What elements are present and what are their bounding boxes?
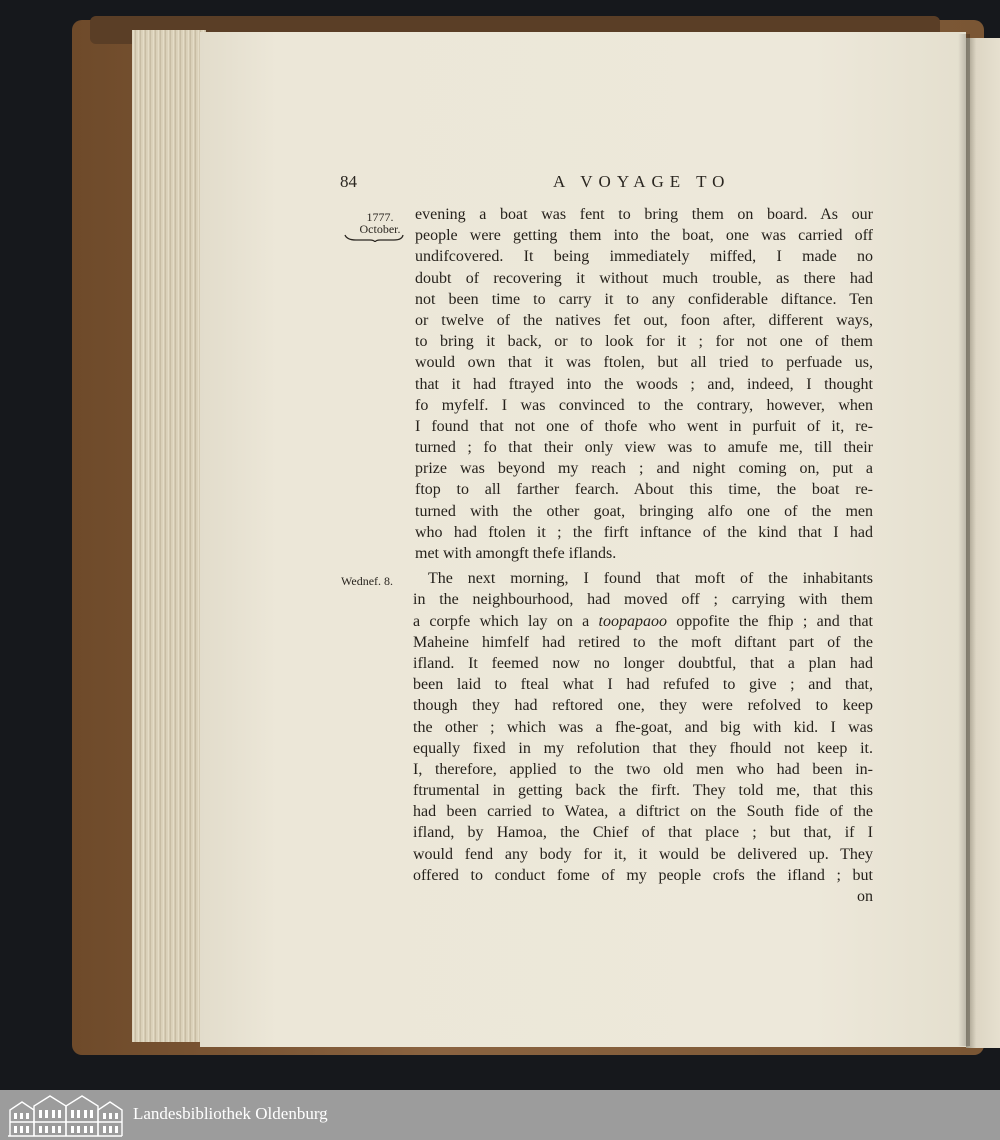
text-line: The next morning, I found that moft of the inhabitants [428, 570, 873, 588]
text-segment: oppofite the fhip ; and that [666, 612, 873, 630]
text-line: I found that not one of thofe who went in purfuit of it, re- [415, 417, 873, 435]
text-line: who had ftolen it ; the firft inftance of the kind that I had [415, 523, 873, 541]
text-line: the other ; which was a fhe-goat, and big with kid. I was [413, 718, 873, 736]
text-line: met with amongft thefe iflands. [415, 545, 617, 562]
text-line: ftop to all farther fearch. About this time, the boat re- [415, 481, 873, 499]
page-gutter-shadow [958, 34, 970, 1046]
catchword: on [857, 888, 873, 905]
text-line: ifland. It feemed now no longer doubtful, that a plan had [413, 654, 873, 672]
library-building-logo [6, 1092, 124, 1138]
text-line: or twelve of the natives fet out, foon after, different ways, [415, 311, 873, 329]
text-line: turned ; fo that their only view was to amufe me, till their [415, 439, 873, 457]
text-line: turned with the other goat, bringing alfo one of the men [415, 502, 873, 520]
running-head: A VOYAGE TO [553, 172, 731, 191]
text-line: been laid to fteal what I had refufed to give ; and that, [413, 676, 873, 694]
margin-brace-ornament [344, 234, 404, 242]
text-line: equally fixed in my refolution that they fhould not keep it. [413, 739, 873, 757]
text-segment: a corpfe which lay on a [413, 612, 599, 630]
text-line: Maheine himfelf had retired to the moft diftant part of the [413, 633, 873, 651]
page-number: 84 [340, 172, 357, 191]
margin-month: October. [359, 222, 401, 236]
facing-page-edge [966, 38, 1000, 1048]
margin-day-note: Wednef. 8. [341, 574, 394, 588]
body-text [415, 204, 873, 907]
text-line: had been carried to Watea, a diftrict on the South fide of the [413, 803, 873, 821]
margin-date-note [350, 211, 410, 235]
text-line: ftrumental in getting back the firft. They told me, that this [413, 782, 873, 800]
text-line: people were getting them into the boat, one was carried off [415, 227, 873, 245]
text-line: I, therefore, applied to the two old men who had been in- [413, 760, 873, 778]
text-line: though they had reftored one, they were refolved to keep [413, 697, 873, 715]
text-line: doubt of recovering it without much trouble, as there had [415, 269, 873, 287]
text-line: evening a boat was fent to bring them on board. As our [415, 206, 873, 223]
text-line: that it had ftrayed into the woods ; and, indeed, I thought [415, 375, 873, 393]
text-line: ifland, by Hamoa, the Chief of that place ; but that, if I [413, 824, 873, 842]
text-line: would fend any body for it, it would be delivered up. They [413, 845, 873, 863]
text-line: undifcovered. It being immediately miffed, I made no [415, 248, 873, 266]
text-line-with-italic [413, 611, 873, 632]
text-line: would own that it was ftolen, but all tried to perfuade us, [415, 354, 873, 372]
margin-year: 1777. [366, 210, 394, 224]
text-line: to bring it back, or to look for it ; for not one of them [415, 333, 873, 351]
library-name: Landesbibliothek Oldenburg [133, 1104, 328, 1123]
paragraph-2 [415, 568, 873, 907]
text-line: in the neighbourhood, had moved off ; carrying with them [413, 591, 873, 609]
text-line: fo myfelf. I was convinced to the contrary, however, when [415, 396, 873, 414]
paragraph-1 [415, 204, 873, 564]
text-line: prize was beyond my reach ; and night coming on, put a [415, 460, 873, 478]
page-edges [132, 30, 206, 1042]
text-line: not been time to carry it to any confiderable diftance. Ten [415, 290, 873, 308]
text-line: offered to conduct fome of my people crofs the ifland ; but [413, 866, 873, 884]
italic-word: toopapaoo [598, 612, 667, 630]
